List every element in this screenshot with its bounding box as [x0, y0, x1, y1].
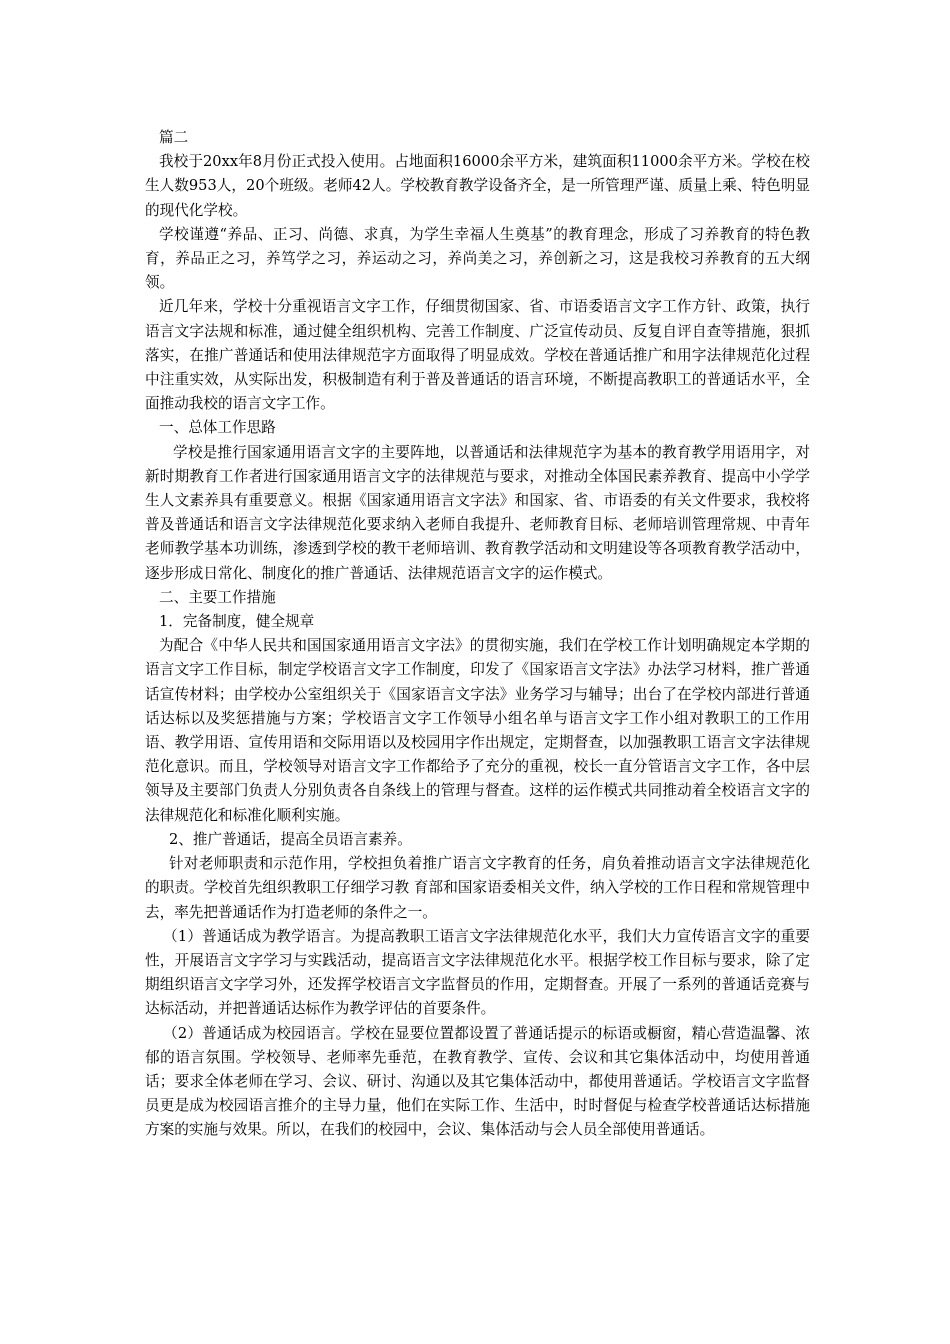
paragraph-teaching-language: （1）普通话成为教学语言。为提高教职工语言文字法律规范化水平，我们大力宣传语言文字的重要性，开展语言文字学习与实践活动，提高语言文字法律规范化水平。根据学校工作目标与要求，除了定期组织语言文字学习外，还发挥学校语言文字监督员的作用，定期督查。开展了一系列的普通话竞赛与达标活动，并把普通话达标作为教学评估的首要条件。: [145, 927, 810, 1018]
subsection-heading-rules: 1．完备制度，健全规章: [159, 613, 315, 631]
paragraph-language-work-recent: 近几年来，学校十分重视语言文字工作，仔细贯彻国家、省、市语委语言文字工作方针、政策，执行语言文字法规和标准，通过健全组织机构、完善工作制度、广泛宣传动员、反复自评自查等措施，狠抓落实，在推广普通话和使用法律规范字方面取得了明显成效。学校在普通话推广和用字法律规范化过程中注重实效，从实际出发，积极制造有利于普及普通话的语言环境，不断提高教职工的普通话水平，全面推动我校的语言文字工作。: [145, 298, 810, 413]
paragraph-school-overview: 我校于20xx年8月份正式投入使用。占地面积16000余平方米，建筑面积11000余平方米。学校在校生人数953人，20个班级。老师42人。学校教育教学设备齐全，是一所管理严谨、质量上乘、特色明显的现代化学校。: [145, 153, 810, 219]
paragraph-education-philosophy: 学校谨遵“养品、正习、尚德、求真，为学生幸福人生奠基”的教育理念，形成了习养教育的特色教育，养品正之习，养笃学之习，养运动之习，养尚美之习，养创新之习，这是我校习养教育的五大纲领。: [145, 225, 810, 292]
subsection-heading-promote-putonghua: 2、推广普通话，提高全员语言素养。: [169, 830, 412, 848]
document-page: [145, 126, 810, 1143]
section-heading-overall-approach: 一、总体工作思路: [159, 419, 276, 437]
section-heading-main-measures: 二、主要工作措施: [159, 588, 276, 606]
document-heading: 篇二: [159, 129, 189, 146]
paragraph-teacher-duty: 针对老师职责和示范作用，学校担负着推广语言文字教育的任务，肩负着推动语言文字法律规范化的职责。学校首先组织教职工仔细学习教 育部和国家语委相关文件，纳入学校的工作日程和常规管理中去，率先把普通话作为打造老师的条件之一。: [145, 855, 810, 921]
paragraph-overall-approach: 学校是推行国家通用语言文字的主要阵地，以普通话和法律规范字为基本的教育教学用语用字，对新时期教育工作者进行国家通用语言文字的法律规范与要求，对推动全体国民素养教育、提高中小学学生人文素养具有重要意义。根据《国家通用语言文字法》和国家、省、市语委的有关文件要求，我校将普及普通话和语言文字法律规范化要求纳入老师自我提升、老师教育目标、老师培训管理常规、中青年老师教学基本功训练，渗透到学校的教干老师培训、教育教学活动和文明建设等各项教育教学活动中，逐步形成日常化、制度化的推广普通话、法律规范语言文字的运作模式。: [145, 443, 810, 582]
paragraph-rules: 为配合《中华人民共和国国家通用语言文字法》的贯彻实施，我们在学校工作计划明确规定本学期的语言文字工作目标，制定学校语言文字工作制度，印发了《国家语言文字法》办法学习材料，推广普通话宣传材料；由学校办公室组织关于《国家语言文字法》业务学习与辅导；出台了在学校内部进行普通话达标以及奖惩措施与方案；学校语言文字工作领导小组名单与语言文字工作小组对教职工的工作用语、教学用语、宣传用语和交际用语以及校园用字作出规定，定期督查，以加强教职工语言文字法律规范化意识。而且，学校领导对语言文字工作都给予了充分的重视，校长一直分管语言文字工作，各中层领导及主要部门负责人分别负责各自条线上的管理与督查。这样的运作模式共同推动着全校语言文字的法律规范化和标准化顺利实施。: [145, 637, 810, 824]
paragraph-campus-language: （2）普通话成为校园语言。学校在显要位置都设置了普通话提示的标语或橱窗，精心营造温馨、浓郁的语言氛围。学校领导、老师率先垂范，在教育教学、宣传、会议和其它集体活动中，均使用普通话；要求全体老师在学习、会议、研讨、沟通以及其它集体活动中，都使用普通话。学校语言文字监督员更是成为校园语言推介的主导力量，他们在实际工作、生活中，时时督促与检查学校普通话达标措施方案的实施与效果。所以，在我们的校园中，会议、集体活动与会人员全部使用普通话。: [145, 1024, 810, 1139]
